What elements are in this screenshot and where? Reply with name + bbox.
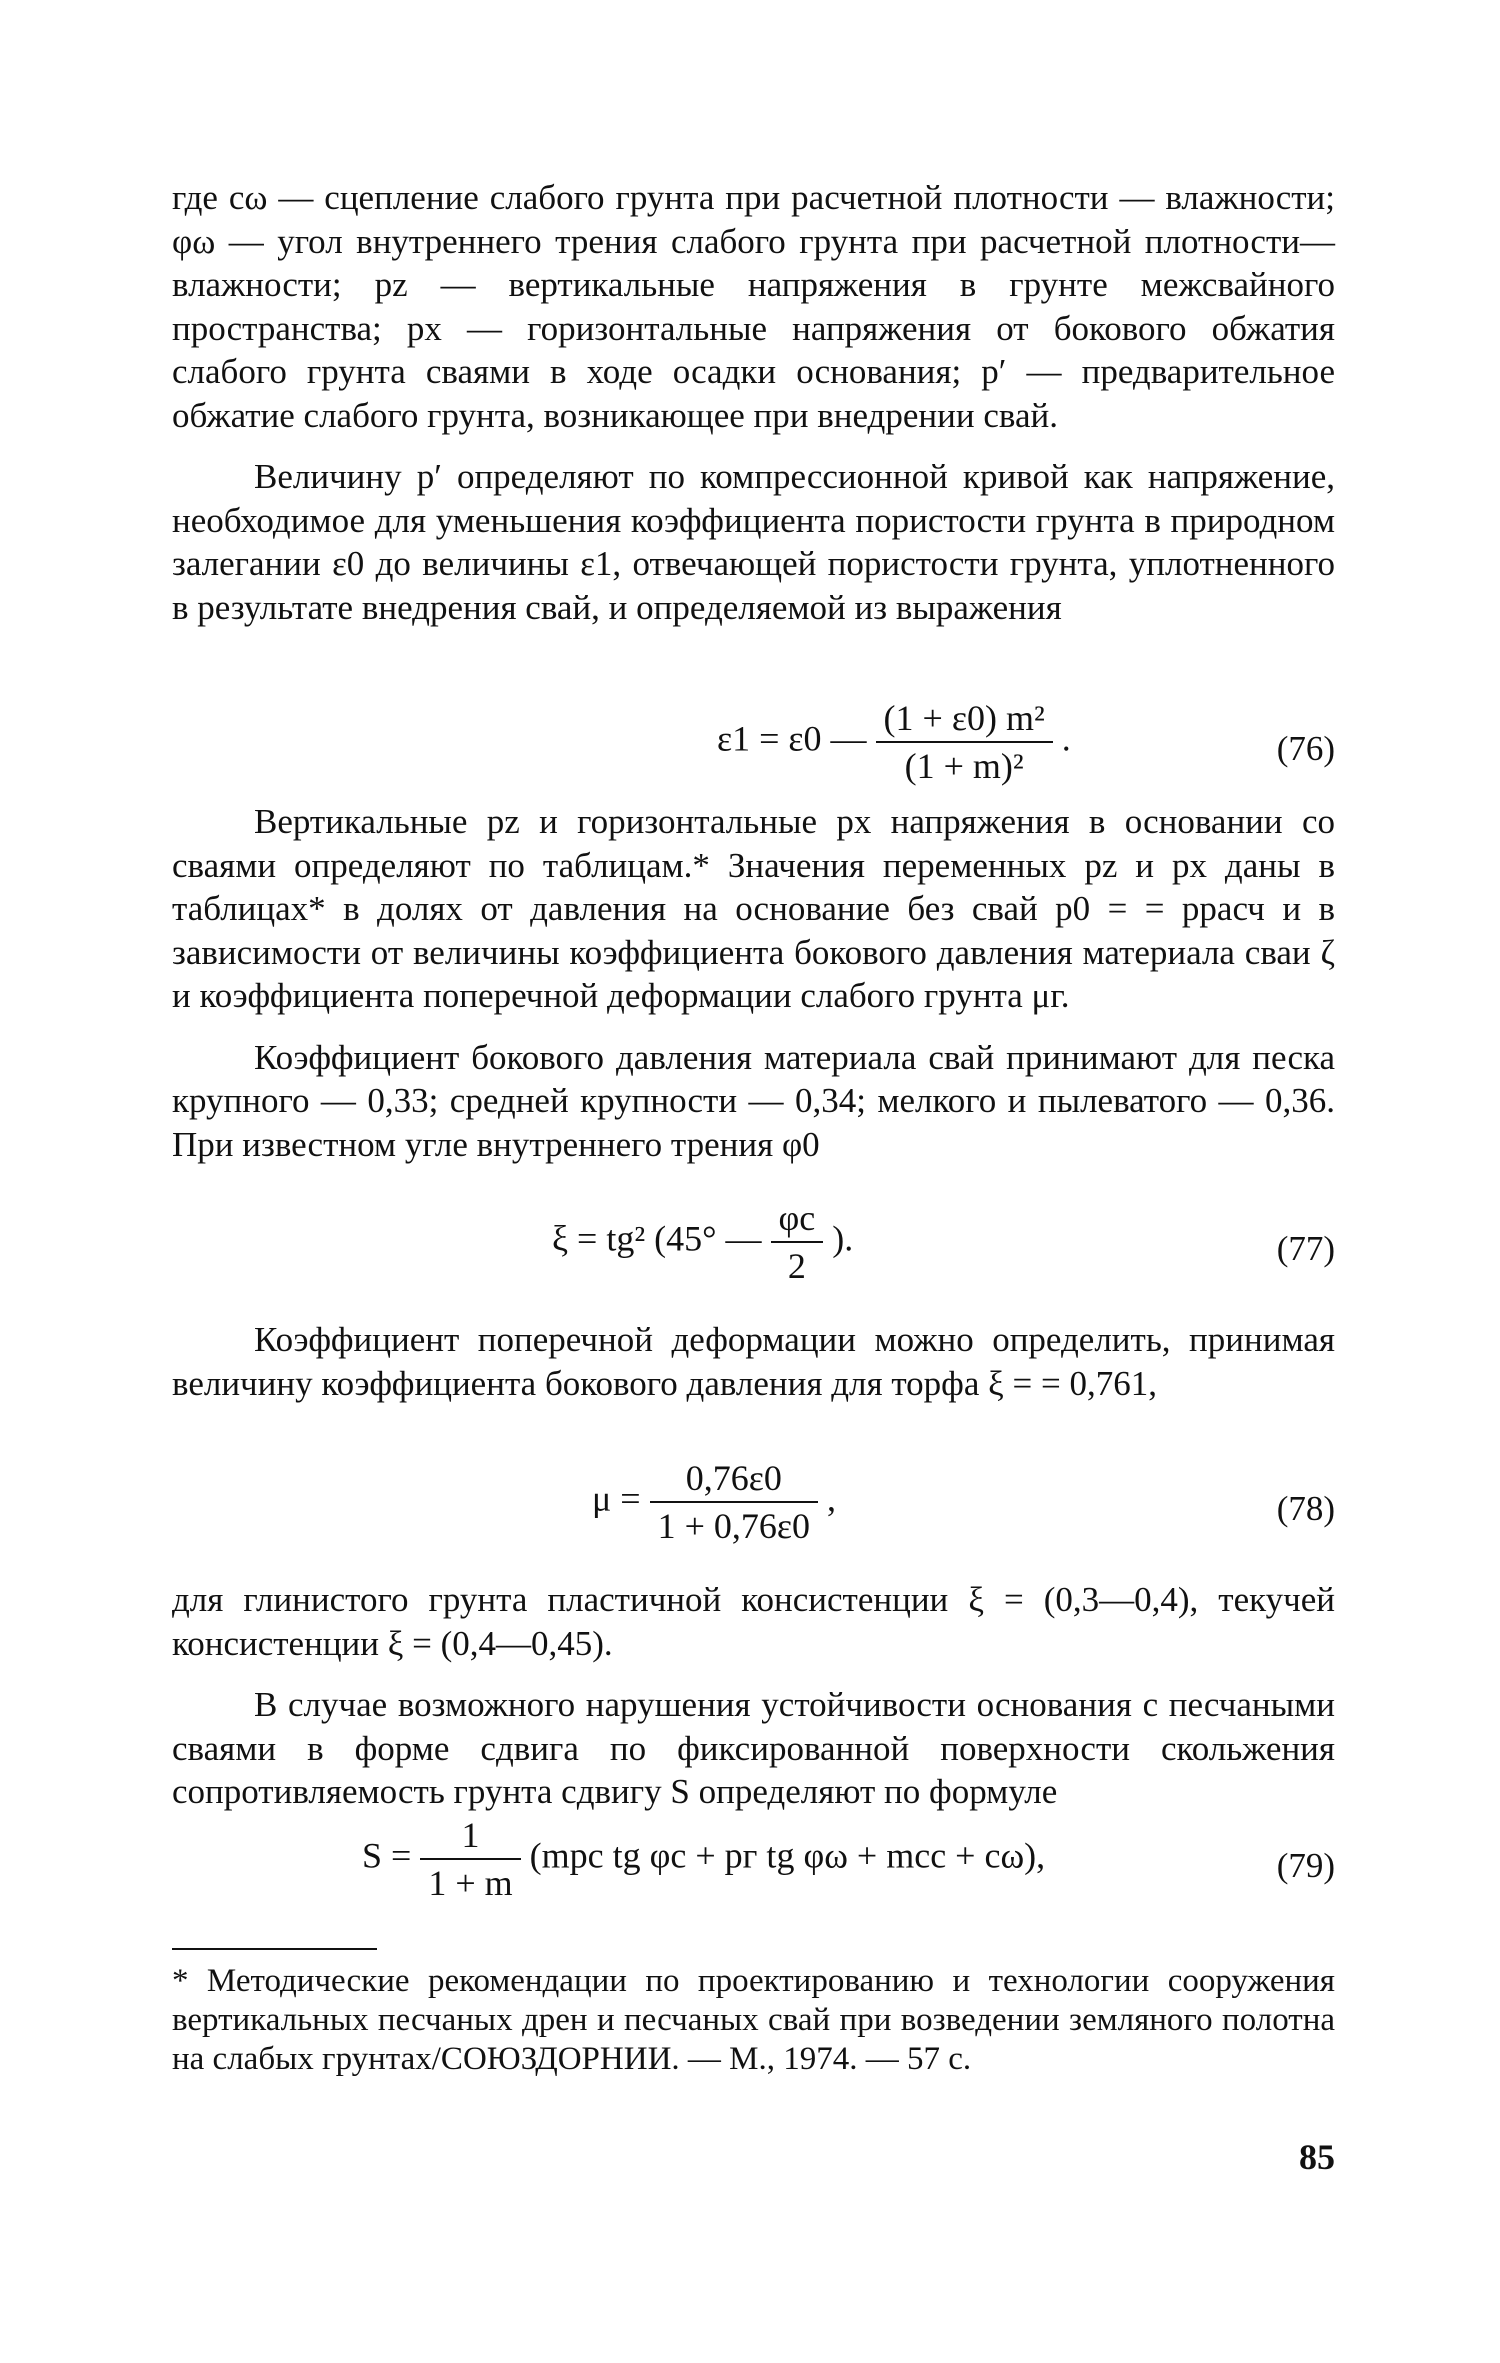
equation-76-tail: . (1061, 718, 1071, 759)
equation-76-denominator: (1 + m)² (904, 746, 1024, 786)
paragraph-side-pressure: Коэффициент бокового давления материала свай принимают для песка крупного — 0,33; средней крупности — 0,34; мелкого и пылеватого — 0,36. При известном угле внутреннего трения φ0 (172, 1037, 1335, 1164)
equation-76 (172, 695, 1335, 805)
equation-76-left: ε1 = ε0 — (717, 718, 867, 759)
text-block-clay (172, 1578, 1335, 1814)
footnote: * Методические рекомендации по проектированию и технологии сооружения вертикальных песчаных дрен и песчаных свай при возведении земляного полотна на слабых грунтах/СОЮЗДОРНИИ. — М., 1974. — 57 с. (172, 1963, 1335, 2077)
equation-79-body (362, 1812, 1045, 1906)
equation-77-denominator: 2 (787, 1246, 806, 1286)
paragraph-p-prime: Величину p′ определяют по компрессионной кривой как напряжение, необходимое для уменьшения коэффициента пористости грунта в природном залегании ε0 до величины ε1, отвечающей пористости грунта, уплотненного в результате внедрения свай, и определяемой из выражения (172, 457, 1335, 627)
equation-79-denominator: 1 + m (428, 1863, 513, 1903)
equation-77 (172, 1195, 1335, 1305)
paragraph-transverse-deformation: Коэффициент поперечной деформации можно определить, принимая величину коэффициента бокового давления для торфа ξ = = 0,761, (172, 1320, 1335, 1403)
equation-76-number: (76) (1276, 729, 1335, 768)
paragraph-stresses: Вертикальные pz и горизонтальные px напряжения в основании со сваями определяют по таблицам.* Значения переменных pz и px даны в таблицах* в долях от давления на основание без свай p0 = = pрасч и в зависимости от величины коэффициента бокового давления материала сваи ζ и коэффициента поперечной деформации слабого грунта μг. (172, 802, 1335, 1015)
paragraph-clay: для глинистого грунта пластичной консистенции ξ = (0,3—0,4), текучей консистенции ξ = (0,4—0,45). (172, 1580, 1335, 1663)
equation-77-numerator: φc (771, 1195, 824, 1243)
page-number: 85 (1299, 2137, 1335, 2177)
equation-78-denominator: 1 + 0,76ε0 (657, 1506, 811, 1546)
text-block-top (172, 176, 1335, 629)
equation-79-tail: (mpc tg φc + pг tg φω + mcc + cω), (529, 1835, 1046, 1876)
text-block-middle (172, 800, 1335, 1166)
equation-78-number: (78) (1276, 1489, 1335, 1528)
equation-77-body (552, 1195, 853, 1289)
equation-78-body (592, 1455, 836, 1549)
equation-78-left: μ = (592, 1478, 641, 1519)
equation-79-number: (79) (1276, 1846, 1335, 1885)
equation-76-numerator: (1 + ε0) m² (876, 695, 1053, 743)
equation-78 (172, 1455, 1335, 1565)
equation-77-fraction (771, 1195, 824, 1289)
equation-77-number: (77) (1276, 1229, 1335, 1268)
equation-78-numerator: 0,76ε0 (650, 1455, 818, 1503)
equation-76-fraction (876, 695, 1053, 789)
equation-78-tail: , (827, 1478, 837, 1519)
equation-76-body (717, 695, 1071, 789)
paragraph-shear: В случае возможного нарушения устойчивости основания с песчаными сваями в форме сдвига по фиксированной поверхности скольжения сопротивляемость грунта сдвигу S определяют по формуле (172, 1685, 1335, 1811)
equation-77-left: ξ = tg² (45° — (552, 1218, 762, 1259)
equation-77-tail: ). (832, 1218, 854, 1259)
equation-79-left: S = (362, 1835, 412, 1876)
paragraph-definitions: где cω — сцепление слабого грунта при расчетной плотности — влажности; φω — угол внутреннего трения слабого грунта при расчетной плотности—влажности; pz — вертикальные напряжения в грунте межсвайного пространства; px — горизонтальные напряжения от бокового обжатия слабого грунта сваями в ходе осадки основания; p′ — предварительное обжатие слабого грунта, возникающее при внедрении свай. (172, 178, 1335, 435)
equation-79-numerator: 1 (420, 1812, 520, 1860)
text-block-peat (172, 1318, 1335, 1405)
equation-79 (172, 1812, 1335, 1922)
footnote-divider (172, 1948, 377, 1950)
equation-78-fraction (650, 1455, 818, 1549)
equation-79-fraction (420, 1812, 520, 1906)
